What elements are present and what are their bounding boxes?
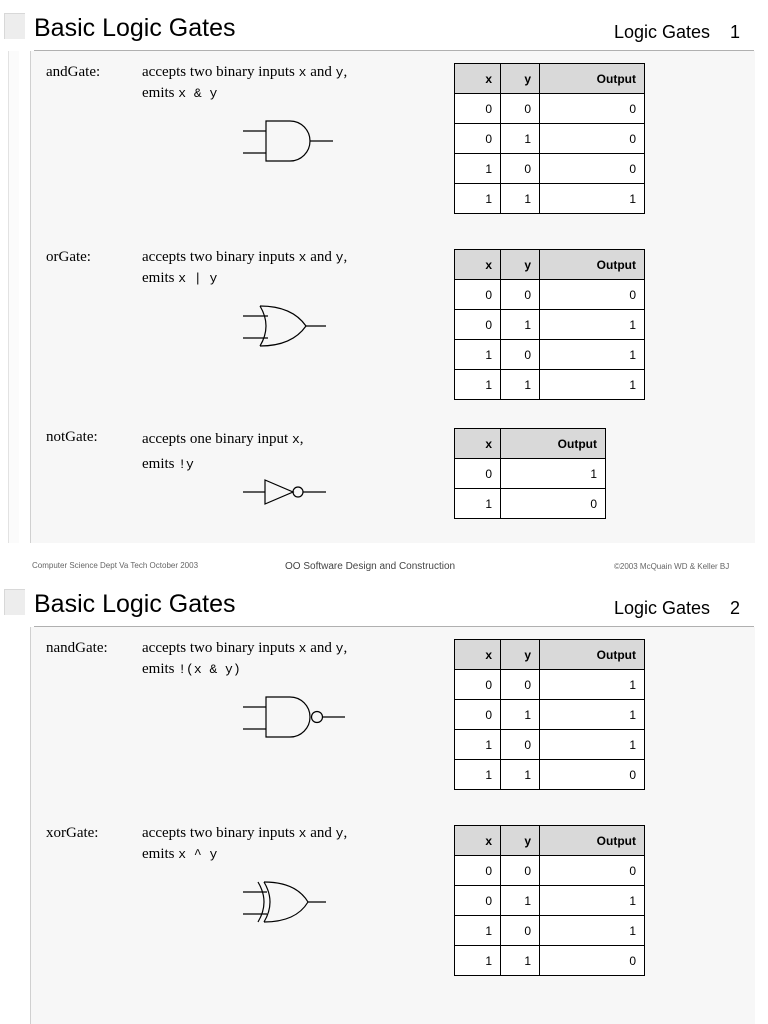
- table-header: Output: [540, 640, 645, 670]
- table-row: 0 0 0: [455, 856, 645, 886]
- xor-gate-icon: [240, 879, 340, 925]
- table-header: x: [455, 826, 501, 856]
- content-panel: [30, 627, 755, 1024]
- table-row: 1 0 1: [455, 916, 645, 946]
- truth-table: [454, 639, 645, 790]
- table-header: x: [455, 640, 501, 670]
- table-row: 0 1 1: [455, 886, 645, 916]
- table-header: Output: [501, 429, 606, 459]
- table-header: Output: [540, 826, 645, 856]
- section-label: Logic Gates: [613, 22, 710, 42]
- table-header: Output: [540, 64, 645, 94]
- content-panel: [30, 51, 755, 543]
- slide-title: Basic Logic Gates: [34, 590, 236, 618]
- left-margin-strip: [8, 51, 19, 543]
- slide-2: [0, 576, 768, 1024]
- gate-description: accepts two binary inputs x and y, emits x | y: [142, 249, 348, 286]
- or-gate-icon: [240, 303, 340, 349]
- table-header: y: [501, 64, 540, 94]
- table-header: y: [501, 250, 540, 280]
- slide-corner-marker: [4, 589, 25, 615]
- gate-name: xorGate:: [46, 825, 99, 841]
- table-row: 0 0 0: [455, 94, 645, 124]
- gate-name: nandGate:: [46, 640, 108, 656]
- truth-table: [454, 249, 645, 400]
- table-header: x: [455, 429, 501, 459]
- table-row: 1 1 1: [455, 370, 645, 400]
- and-gate-icon: [240, 118, 340, 164]
- table-row: 0 1: [455, 459, 606, 489]
- table-row: 1 1 0: [455, 946, 645, 976]
- truth-table: [454, 63, 645, 214]
- table-row: 0 1 1: [455, 700, 645, 730]
- truth-table: [454, 825, 645, 976]
- gate-description: accepts two binary inputs x and y, emits x & y: [142, 64, 348, 101]
- gate-name: andGate:: [46, 64, 101, 80]
- truth-table: [454, 428, 606, 519]
- table-row: 0 1 0: [455, 124, 645, 154]
- slide-title: Basic Logic Gates: [34, 14, 236, 42]
- footer-center: OO Software Design and Construction: [285, 561, 456, 572]
- slide-corner-marker: [4, 13, 25, 39]
- table-row: 1 0 1: [455, 340, 645, 370]
- gate-name: orGate:: [46, 249, 91, 265]
- page-number: 1: [730, 22, 741, 42]
- gate-name: notGate:: [46, 429, 98, 445]
- footer-right: ©2003 McQuain WD & Keller BJ: [614, 562, 730, 571]
- not-gate-icon: [240, 478, 340, 508]
- table-row: 1 1 0: [455, 760, 645, 790]
- table-header: y: [501, 640, 540, 670]
- table-row: 1 1 1: [455, 184, 645, 214]
- gate-description: accepts one binary input x, emits !y: [142, 431, 304, 472]
- table-row: 1 0: [455, 489, 606, 519]
- table-header: x: [455, 64, 501, 94]
- page-number: 2: [730, 598, 741, 618]
- gate-description: accepts two binary inputs x and y, emits x ^ y: [142, 825, 348, 862]
- gate-description: accepts two binary inputs x and y, emits !(x & y): [142, 640, 348, 677]
- section-label: Logic Gates: [613, 598, 710, 618]
- table-row: 0 0 0: [455, 280, 645, 310]
- table-row: 0 0 1: [455, 670, 645, 700]
- table-header: y: [501, 826, 540, 856]
- table-header: x: [455, 250, 501, 280]
- table-row: 1 0 1: [455, 730, 645, 760]
- table-row: 1 0 0: [455, 154, 645, 184]
- footer-left: Computer Science Dept Va Tech October 2003: [32, 561, 199, 570]
- table-row: 0 1 1: [455, 310, 645, 340]
- table-header: Output: [540, 250, 645, 280]
- nand-gate-icon: [240, 694, 350, 740]
